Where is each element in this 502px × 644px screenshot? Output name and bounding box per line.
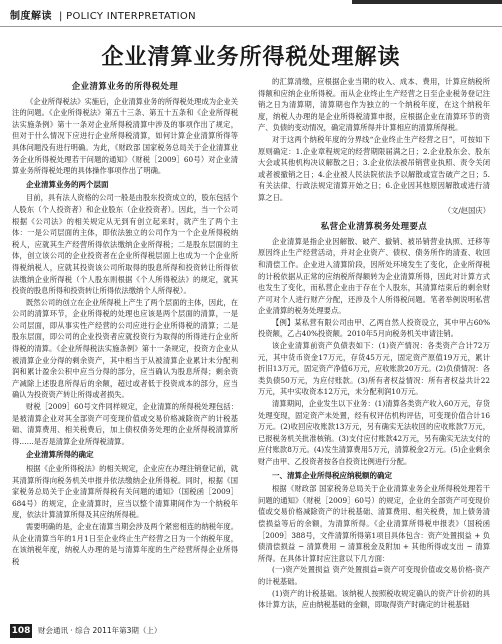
header-accent-bar — [352, 0, 502, 4]
journal-info: 财会通讯 · 综合 2011年第3期（上） — [38, 626, 162, 635]
section-label — [10, 7, 196, 22]
left-paragraph-5: 根据《企业所得税法》的相关规定，企业应在办理注销登记前，就其清算所得向税务机关申报并依法缴纳企业所得税。同时，根据《国家税务总局关于企业清算所得税有关问题的通知》（国税函［2009］684号）的规定，企业清算时，应当以整个清算期间作为一个纳税年度，依法计算清算所得及其应纳所得税。 — [12, 464, 238, 520]
right-paragraph-4: 【例】某私营有限公司由甲、乙两自然人投资设立，其中甲占60%投资额，乙占40%投资额。2010年5月向税务机关申请注销。 — [258, 317, 490, 339]
left-paragraph-3: 既然公司的创立在企业所得税上产生了两个层面的主体，因此，在公司的清算环节，企业所得税的处理也应该是两个层面的清算，一是公司层面，即从事实性产经营的公司应进行企业所得税的清算；二是股东层面，即公司的企业投资者应就投资行为取得的所得进行企业所得税的清算。《企业所得税法实施条例》第十一条规定，投资方企业从被清算企业分得的剩余资产，其中相当于从被清算企业累计未分配利润和累计盈余公积中应当分得的部分，应当确认为股息所得；剩余资产减除上述股息所得后的余额，超过或者低于投资成本的部分，应当确认为投资资产转让所得或者损失。 — [12, 297, 238, 400]
right-subsection-1: (一)资产处置损益 资产处置损益=资产可变现价值或交易价格-资产的计税基础。 — [258, 565, 490, 586]
page-number: 108 — [11, 626, 31, 636]
left-paragraph-4: 财税［2009］60号文件同样规定，企业清算的所得税处理包括：是被清算企业对其全部资产可变现价值或交易价格减除资产的计税基础、清算费用、相关税费后，加上债权债务处理的企业所得税清算所得……是否是清算企业所得税清算。 — [12, 402, 238, 446]
right-paragraph-8: (1)资产的计税基础。该纳税人按照税收规定确认的资产计价初的具体计算方法，应由纳税基础的金额，即取得资产时确定的计税基础 — [258, 588, 490, 610]
page-header — [0, 0, 502, 27]
left-column — [12, 76, 238, 567]
page-footer — [0, 618, 502, 644]
left-paragraph-1: 《企业所得税法》实施后，企业清算业务的所得税处理成为企业关注的问题。《企业所得税法》第五十三条、第五十五条和《企业所得税法实施条例》第十一条对企业所得税清算中涉及的事项作出了规定，但对于什么情况下应进行企业所得税清算，如何计算企业清算所得等具体问题没有进行明确。为此，《财政部 国家税务总局关于企业清算业务企业所得税处理若干问题的通知》（财税［2009］60号）对企业清算业务所得税处理的具体操作事项作出了明确。 — [12, 96, 238, 176]
right-paragraph-7: 根据《财政部 国家税务总局关于企业清算业务企业所得税处理若干问题的通知》（财税［2009］60号）的规定，企业的全部资产可变现价值或交易价格减除资产的计税基础、清算费用、相关税费，加上债务清偿损益等后的余额，为清算所得。《企业清算所得税申报表》（国税函［2009］388号，文件清算所得第1项目具体包含：资产处置损益 + 负债清偿损益 − 清算费用 − 清算税金及附加 + 其他所得或支出 − 清算所得。在具体计算时应注意以下几方面： — [258, 484, 490, 563]
right-paragraph-5: 该企业清算前资产负债表如下：(1)资产情况：各类资产合计72万元，其中货币资金17万元，存货45万元，固定资产原值19万元，累计折旧13万元，固定资产净值6万元，应收账款20万元。(2)负债情况：各类负债50万元，为应付账款。(3)所有者权益情况：所有者权益共计22万元，其中实收资本12万元，未分配利润10万元。 — [258, 341, 490, 397]
right-paragraph-6: 清算期间，企业发生以下业务：(1)清算各类资产收入60万元，存货处理变现，固定资产未处置，经有权评估机构评估，可变现价值合计16万元。(2)收回应收账款13万元，另有确实无法收回的应收账款7万元，已报税务机关批准核销。(3)支付应付账款42万元，另有确实无法支付的应付账款8万元。(4)发生清算费用5万元，清算税金2万元。(5)企业剩余财产由甲、乙投资者按各自投资比例进行分配。 — [258, 399, 490, 466]
left-paragraph-2: 目前，具有法人资格的公司一般是由股东投资成立的，股东包括个人股东（个人投资者）和企业股东（企业投资者）。因此，当一个公司根据《公司法》的相关规定从无到有创立起来时，就产生了两个主体：一是公司层面的主体，即依法独立的公司作为一个企业所得税纳税人，应就其生产经营所得依法缴纳企业所得税；二是股东层面的主体，创立该公司的企业投资者在企业所得税层面上也成为一个企业所得税纳税人，应就其投资该公司所取得的股息所得和投资转让所得依法缴纳企业所得税（个人股东则根据《个人所得税法》的规定，就其投资的股息所得和投资转让所得依法缴纳个人所得税）。 — [12, 193, 238, 296]
article-title: 企业清算业务所得税处理解读 — [101, 44, 401, 70]
right-paragraph-2: 对于这两个纳税年度的分界线“企业终止生产经营之日”，可按如下原则确定：1.企业章程规定的经营期限届满之日；2.企业股东会、股东大会或其他机构决议解散之日；3.企业依法被吊销营业执照、责令关闭或者被撤销之日；4.企业被人民法院依法予以解散或宣告破产之日；5.有关法律、行政法规定清算开始之日；6.企业因其他原因解散或进行清算之日。 — [258, 134, 490, 202]
right-heading-2: 一、清算企业所得税应纳税额的确定 — [272, 470, 392, 480]
left-heading-2: 企业清算业务的两个层面 — [26, 179, 109, 189]
right-column — [258, 76, 490, 611]
left-heading-3: 企业清算所得的确定 — [26, 450, 94, 460]
section-label-en: | POLICY INTERPRETATION — [58, 11, 196, 22]
left-paragraph-6: 需要明确的是，企业在清算当期会涉及两个紧密相连的纳税年度。从企业清算当年的1月1日至企业终止生产经营之日为一个纳税年度，在该纳税年度，纳税人办理的是与清算年度的生产经营所得企业所得税 — [12, 521, 238, 566]
right-paragraph-3: 企业清算是指企业因解散、破产、撤销、被吊销营业执照、迁移等原因终止生产经营活动，并对企业资产、债权、债务所作的清查、收回和清偿工作。企业进入清算阶段，因所处环境发生了变化，企业所得税的计税依据从正常的应纳税所得额转为企业清算所得，因此对计算方式也发生了变化，而私营企业由于存在个人股东，其清算结束后的剩余财产可对个人进行财产分配，还涉及个人所得税问题。笔者举例说明私营企业清算的税务处理要点。 — [258, 236, 490, 316]
right-paragraph-1: 的汇算清缴，应根据企业当期的收入、成本、费用，计算应纳税所得额和应纳企业所得税。而从企业终止生产经营之日至企业税务登记注销之日为清算期，清算期也作为独立的一个纳税年度，在这个纳税年度，纳税人办理的是企业所得税清算申报，应根据企业在清算环节的资产、负债的变动情况，确定清算所得并计算相应的清算所得税。 — [258, 77, 490, 133]
author-byline: （文/赵国庆） — [443, 205, 490, 215]
section-label-cn: 制度解读 — [10, 11, 52, 22]
left-heading-1: 企业清算业务的所得税处理 — [71, 81, 179, 91]
right-heading-1: 私营企业清算税务处理要点 — [320, 221, 428, 232]
